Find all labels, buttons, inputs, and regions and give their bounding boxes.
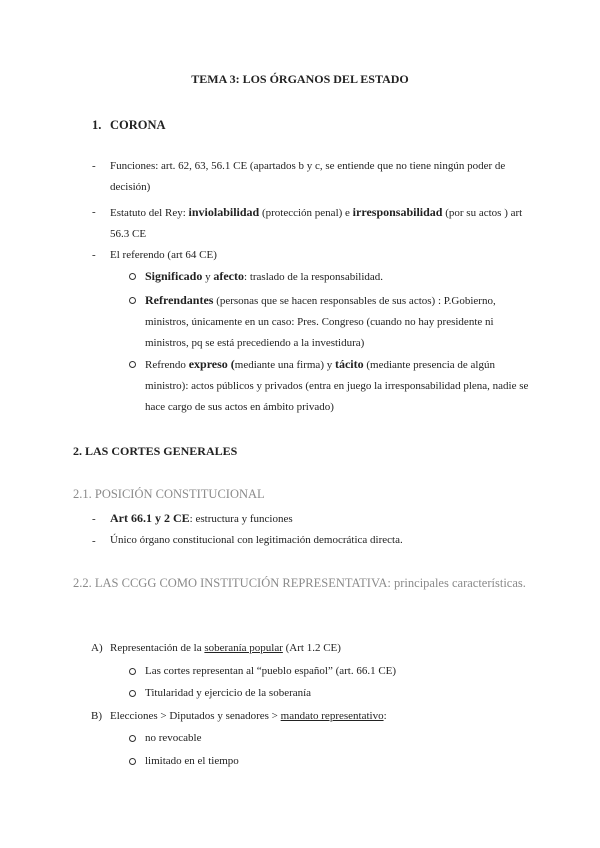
section-1-heading: CORONA [110, 118, 166, 132]
expreso-term: expreso ( [188, 357, 235, 371]
irresponsabilidad-term: irresponsabilidad [352, 205, 443, 219]
sub-bullet-circle [129, 361, 136, 368]
refrendo-mid: mediante una firma) y [234, 359, 335, 371]
bullet-art66 [110, 508, 530, 530]
item-A-sub-2: Titularidad y ejercicio de la soberanía [145, 687, 312, 699]
bullet-funciones: Funciones: art. 62, 63, 56.1 CE (apartados b y c, se entiende que no tiene ningún poder de decisión) [110, 160, 506, 193]
item-B-pre: Elecciones > Diputados y senadores > [110, 710, 281, 722]
tacito-term: tácito [334, 357, 364, 371]
estatuto-post: (por su actos ) art 56.3 CE [110, 207, 523, 240]
refrendo-post: (mediante presencia de algún ministro): actos públicos y privados (entra en juego la irresponsabilidad plena, nadie se hace cargo de sus actos en ámbito privado) [145, 359, 529, 413]
item-A-post: (Art 1.2 CE) [282, 642, 341, 654]
item-A-pre: Representación de la [110, 642, 205, 654]
bullet-dash: - [92, 206, 96, 218]
item-B-label: B) [91, 710, 102, 722]
item-A-sub-1: Las cortes representan al “pueblo español” (art. 66.1 CE) [145, 665, 397, 677]
inviolabilidad-term: inviolabilidad [188, 205, 260, 219]
bullet-unico-organo: Único órgano constitucional con legitimación democrática directa. [110, 534, 403, 546]
sub-bullet-circle [129, 273, 136, 280]
estatuto-mid: (protección penal) e [259, 207, 353, 219]
sub-refrendo [145, 354, 530, 418]
soberania-popular-term: soberanía popular [204, 642, 283, 654]
item-B-text [110, 706, 530, 727]
item-B-sub-2: limitado en el tiempo [145, 755, 239, 767]
item-A-text [110, 638, 530, 659]
refrendantes-post: (personas que se hacen responsables de sus actos) : P.Gobierno, ministros, únicamente en un caso: Pres. Congreso (cuando no hay presidente ni ministros, pq se está precediendo a la investidura) [145, 295, 496, 349]
significado-mid: y [202, 271, 214, 283]
bullet-referendo: El referendo (art 64 CE) [110, 249, 217, 261]
significado-post: : traslado de la responsabilidad. [244, 271, 384, 283]
section-2-2-heading: 2.2. LAS CCGG COMO INSTITUCIÓN REPRESENTATIVA: principales características. [73, 576, 526, 590]
art66-term: Art 66.1 y 2 CE [110, 511, 190, 525]
refrendantes-term: Refrendantes [145, 293, 214, 307]
bullet-dash: - [92, 513, 96, 525]
mandato-representativo-term: mandato representativo [280, 710, 384, 722]
item-A-label: A) [91, 642, 103, 654]
bullet-dash: - [92, 160, 96, 172]
sub-bullet-circle [129, 758, 136, 765]
sub-refrendantes [145, 290, 530, 354]
page-title: TEMA 3: LOS ÓRGANOS DEL ESTADO [191, 72, 409, 86]
bullet-estatuto [110, 202, 530, 245]
sub-bullet-circle [129, 690, 136, 697]
bullet-dash: - [92, 535, 96, 547]
section-2-heading: 2. LAS CORTES GENERALES [73, 444, 238, 458]
sub-bullet-circle [129, 735, 136, 742]
section-1-number: 1. [92, 118, 102, 132]
afecto-term: afecto [213, 269, 245, 283]
art66-post: : estructura y funciones [189, 513, 293, 525]
significado-term: Significado [145, 269, 203, 283]
estatuto-pre: Estatuto del Rey: [110, 207, 189, 219]
sub-significado [145, 266, 535, 288]
refrendo-pre: Refrendo [145, 359, 189, 371]
sub-bullet-circle [129, 668, 136, 675]
item-B-post: : [383, 710, 387, 722]
item-B-sub-1: no revocable [145, 732, 202, 744]
section-2-1-heading: 2.1. POSICIÓN CONSTITUCIONAL [73, 487, 265, 501]
sub-bullet-circle [129, 297, 136, 304]
bullet-dash: - [92, 249, 96, 261]
